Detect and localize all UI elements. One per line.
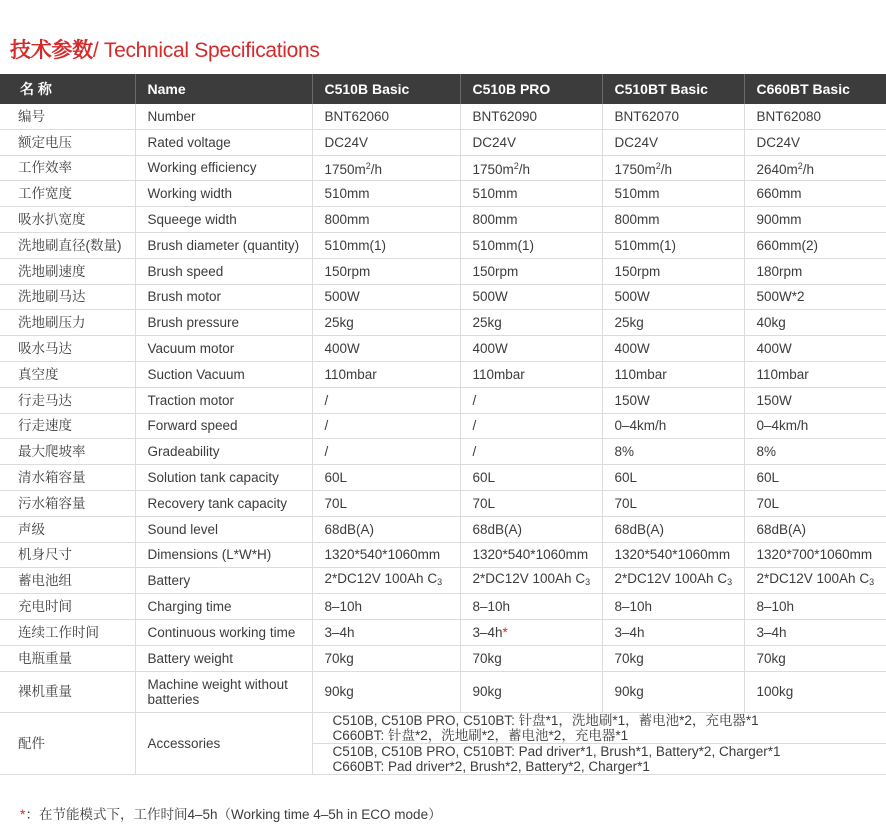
row-value	[312, 361, 460, 387]
row-value	[602, 671, 744, 712]
row-value	[602, 542, 744, 568]
row-value-text: 510mm	[324, 186, 370, 202]
row-value	[744, 387, 886, 413]
row-label-zh: 编号	[0, 104, 135, 129]
row-value	[602, 284, 744, 310]
row-label-en: Brush diameter (quantity)	[135, 232, 312, 258]
table-row	[0, 413, 886, 439]
row-value	[312, 413, 460, 439]
row-value	[460, 568, 602, 594]
row-value	[602, 465, 744, 491]
row-value	[460, 258, 602, 284]
row-value-text: 68dB(A)	[614, 521, 665, 537]
row-label-zh: 工作宽度	[0, 181, 135, 207]
row-value	[312, 129, 460, 155]
table-row	[0, 207, 886, 233]
table-row	[0, 594, 886, 620]
row-value-text: DC24V	[472, 134, 517, 150]
row-value-text: 2*DC12V 100Ah C	[614, 571, 728, 587]
unit-tail: /h	[802, 161, 815, 177]
row-value-text: DC24V	[324, 134, 369, 150]
row-value	[460, 439, 602, 465]
row-value-text: 500W	[324, 289, 360, 305]
row-label-en: Gradeability	[135, 439, 312, 465]
footnote	[20, 803, 442, 823]
unit-tail: /h	[660, 161, 673, 177]
table-row	[0, 568, 886, 594]
footnote-text: ：在节能模式下，工作时间4–5h（Working time 4–5h in ECO mode）	[25, 807, 442, 822]
row-value	[602, 155, 744, 181]
row-label-zh: 真空度	[0, 361, 135, 387]
row-value	[744, 258, 886, 284]
row-label-en: Charging time	[135, 594, 312, 620]
row-value-text: 70kg	[756, 650, 786, 666]
row-label-en: Suction Vacuum	[135, 361, 312, 387]
row-value-text: 70kg	[472, 650, 502, 666]
row-value-text: 3–4h	[472, 624, 503, 640]
row-value	[744, 516, 886, 542]
row-value-text: 60L	[614, 470, 638, 486]
row-label-en: Traction motor	[135, 387, 312, 413]
unit-superscript: 2	[797, 160, 803, 171]
table-row	[0, 258, 886, 284]
row-value-text: 68dB(A)	[756, 521, 807, 537]
table-row	[0, 336, 886, 362]
row-value	[312, 284, 460, 310]
row-value-text: 60L	[324, 470, 348, 486]
row-value-text: 68dB(A)	[472, 521, 523, 537]
row-value-text: 60L	[472, 470, 496, 486]
row-value-text: 60L	[756, 470, 780, 486]
row-value-text: BNT62070	[614, 108, 680, 124]
row-value-text: 8–10h	[472, 599, 511, 615]
row-value-text: 510mm(1)	[614, 237, 677, 253]
row-value-text: 8–10h	[324, 599, 363, 615]
row-value	[312, 516, 460, 542]
row-label-zh: 洗地刷直径(数量)	[0, 232, 135, 258]
row-value-text: 90kg	[472, 684, 502, 700]
row-value	[312, 387, 460, 413]
row-label-zh: 机身尺寸	[0, 542, 135, 568]
row-value	[602, 413, 744, 439]
row-value	[460, 310, 602, 336]
row-label-zh: 裸机重量	[0, 671, 135, 712]
row-label-en: Rated voltage	[135, 129, 312, 155]
row-label-zh: 充电时间	[0, 594, 135, 620]
unit-subscript: 3	[585, 577, 591, 588]
row-value	[460, 413, 602, 439]
footnote-star: *	[20, 806, 26, 822]
row-value	[744, 207, 886, 233]
header-model-1: C510B Basic	[312, 74, 460, 104]
row-value-text: 150rpm	[324, 263, 371, 279]
row-value-text: BNT62080	[756, 108, 822, 124]
table-row	[0, 181, 886, 207]
row-value-text: 800mm	[614, 212, 660, 228]
row-value-text: 70L	[324, 495, 348, 511]
unit-superscript: 2	[655, 160, 661, 171]
row-value	[312, 207, 460, 233]
row-value	[312, 232, 460, 258]
row-value-text: 70kg	[614, 650, 644, 666]
row-value	[744, 542, 886, 568]
row-label-en: Vacuum motor	[135, 336, 312, 362]
row-label-zh: 污水箱容量	[0, 490, 135, 516]
table-row	[0, 542, 886, 568]
row-value	[744, 181, 886, 207]
row-label-zh: 最大爬坡率	[0, 439, 135, 465]
table-row	[0, 155, 886, 181]
row-value-text: 0–4km/h	[614, 418, 667, 434]
unit-tail: /h	[518, 161, 531, 177]
row-value	[744, 232, 886, 258]
row-value	[460, 129, 602, 155]
row-value-text: /	[324, 418, 329, 434]
row-value-text: 510mm	[472, 186, 518, 202]
row-value-text: 70L	[756, 495, 780, 511]
row-value	[602, 207, 744, 233]
unit-superscript: 2	[365, 160, 371, 171]
row-value-text: 510mm(1)	[324, 237, 387, 253]
row-value	[460, 645, 602, 671]
row-value	[602, 258, 744, 284]
row-value	[312, 258, 460, 284]
row-label-zh: 声级	[0, 516, 135, 542]
table-row	[0, 284, 886, 310]
row-value	[602, 336, 744, 362]
row-label-en: Continuous working time	[135, 619, 312, 645]
row-label-en: Working width	[135, 181, 312, 207]
row-value-text: 3–4h	[324, 624, 355, 640]
row-label-zh: 蓄电池组	[0, 568, 135, 594]
row-value-text: 150rpm	[614, 263, 661, 279]
table-row	[0, 310, 886, 336]
row-value-text: DC24V	[614, 134, 659, 150]
table-row	[0, 104, 886, 129]
row-value-text: 500W	[614, 289, 650, 305]
row-value-text: 400W	[472, 341, 508, 357]
row-label-en: Dimensions (L*W*H)	[135, 542, 312, 568]
row-value	[460, 207, 602, 233]
page-title-zh: 技术参数	[10, 39, 93, 62]
row-value	[602, 516, 744, 542]
unit-subscript: 3	[437, 577, 443, 588]
row-value	[744, 568, 886, 594]
table-row	[0, 129, 886, 155]
row-value	[602, 361, 744, 387]
unit-subscript: 3	[869, 577, 875, 588]
row-value	[460, 542, 602, 568]
row-value-text: /	[472, 392, 477, 408]
row-value	[744, 645, 886, 671]
row-value	[460, 181, 602, 207]
accessories-zh-line-1: C510B, C510B PRO, C510BT: 针盘*1，洗地刷*1，蓄电池*2，充电器*1	[332, 712, 759, 728]
row-value-text: 90kg	[324, 684, 354, 700]
row-value	[460, 490, 602, 516]
row-label-en: Number	[135, 104, 312, 129]
row-value-text: 500W	[472, 289, 508, 305]
row-value	[460, 336, 602, 362]
header-row	[0, 74, 886, 104]
row-value-text: BNT62090	[472, 108, 538, 124]
table-row	[0, 465, 886, 491]
row-value	[744, 284, 886, 310]
row-value-text: 1750m	[324, 161, 366, 177]
table-row	[0, 516, 886, 542]
row-value	[602, 439, 744, 465]
row-value	[312, 310, 460, 336]
row-label-zh: 洗地刷压力	[0, 310, 135, 336]
row-value	[744, 104, 886, 129]
row-label-en: Brush speed	[135, 258, 312, 284]
row-label-zh: 吸水扒宽度	[0, 207, 135, 233]
row-value-text: 25kg	[614, 315, 644, 331]
row-value	[460, 232, 602, 258]
table-row	[0, 232, 886, 258]
page-title	[10, 34, 320, 64]
row-value-text: 25kg	[472, 315, 502, 331]
row-value-text: /	[472, 418, 477, 434]
accessories-en-block	[312, 743, 886, 774]
row-value-text: 1320*540*1060mm	[472, 547, 589, 563]
row-label-en: Brush motor	[135, 284, 312, 310]
accessories-row-1	[0, 712, 886, 743]
row-value-text: 1320*700*1060mm	[756, 547, 873, 563]
row-value-text: 510mm	[614, 186, 660, 202]
row-value-text: 900mm	[756, 212, 802, 228]
row-label-zh: 吸水马达	[0, 336, 135, 362]
table-row	[0, 387, 886, 413]
row-value-text: 1750m	[614, 161, 656, 177]
row-value-text: 40kg	[756, 315, 786, 331]
row-value-text: 110mbar	[472, 366, 525, 382]
row-label-zh: 连续工作时间	[0, 619, 135, 645]
row-value-text: 2*DC12V 100Ah C	[324, 571, 438, 587]
row-value-text: 8–10h	[756, 599, 795, 615]
row-value-text: /	[324, 444, 329, 460]
row-value-text: 800mm	[472, 212, 518, 228]
row-value-text: 150W	[756, 392, 792, 408]
row-label-en: Battery	[135, 568, 312, 594]
row-value	[602, 387, 744, 413]
accessories-label-en: Accessories	[135, 712, 312, 774]
row-value	[460, 155, 602, 181]
row-value-text: 800mm	[324, 212, 370, 228]
page-title-en: / Technical Specifications	[92, 39, 320, 62]
table-row	[0, 361, 886, 387]
row-value	[312, 155, 460, 181]
accessories-label-zh: 配件	[0, 712, 135, 774]
row-value-text: /	[324, 392, 329, 408]
accessories-en-line-1: C510B, C510B PRO, C510BT: Pad driver*1, Brush*1, Battery*2, Charger*1	[332, 743, 781, 759]
row-label-en: Brush pressure	[135, 310, 312, 336]
row-value-text: 3–4h	[756, 624, 787, 640]
row-value	[312, 568, 460, 594]
row-label-zh: 洗地刷速度	[0, 258, 135, 284]
row-label-en: Sound level	[135, 516, 312, 542]
row-value	[602, 310, 744, 336]
unit-subscript: 3	[727, 577, 733, 588]
row-value-text: 2*DC12V 100Ah C	[472, 571, 586, 587]
row-value	[744, 129, 886, 155]
row-value	[312, 619, 460, 645]
row-value	[460, 387, 602, 413]
row-value	[602, 232, 744, 258]
row-value-text: 400W	[324, 341, 360, 357]
row-value-text: 8%	[756, 444, 777, 460]
header-col-name: Name	[135, 74, 312, 104]
row-value	[460, 465, 602, 491]
row-value	[602, 129, 744, 155]
row-value	[744, 490, 886, 516]
row-value-text: 660mm(2)	[756, 237, 819, 253]
row-value-text: 1750m	[472, 161, 514, 177]
header-col-zh: 名 称	[0, 74, 135, 104]
accessories-en-line-2: C660BT: Pad driver*2, Brush*2, Battery*2, Charger*1	[332, 758, 650, 774]
row-value	[460, 516, 602, 542]
row-value	[312, 465, 460, 491]
row-value-text: 8–10h	[614, 599, 653, 615]
row-value	[312, 594, 460, 620]
row-value	[312, 490, 460, 516]
row-value-text: 25kg	[324, 315, 354, 331]
row-label-en: Forward speed	[135, 413, 312, 439]
row-value	[312, 104, 460, 129]
row-value-text: 70L	[614, 495, 638, 511]
row-value	[460, 361, 602, 387]
row-value-text: 8%	[614, 444, 635, 460]
row-value-text: 500W*2	[756, 289, 805, 305]
row-label-en: Recovery tank capacity	[135, 490, 312, 516]
row-value	[460, 284, 602, 310]
row-value-text: 400W	[614, 341, 650, 357]
row-value	[744, 413, 886, 439]
table-row	[0, 490, 886, 516]
row-value	[602, 104, 744, 129]
unit-superscript: 2	[513, 160, 519, 171]
row-value	[744, 310, 886, 336]
row-value	[460, 594, 602, 620]
row-value	[744, 671, 886, 712]
row-label-en: Working efficiency	[135, 155, 312, 181]
row-value	[312, 645, 460, 671]
row-label-zh: 电瓶重量	[0, 645, 135, 671]
table-row	[0, 619, 886, 645]
row-value-text: 1320*540*1060mm	[614, 547, 731, 563]
row-value	[744, 619, 886, 645]
row-value-text: BNT62060	[324, 108, 390, 124]
row-value	[602, 619, 744, 645]
row-label-zh: 额定电压	[0, 129, 135, 155]
row-value	[460, 619, 602, 645]
row-value-text: 70L	[472, 495, 496, 511]
row-value-text: 70kg	[324, 650, 354, 666]
row-value	[312, 336, 460, 362]
row-value-text: 110mbar	[614, 366, 667, 382]
row-value-text: 2*DC12V 100Ah C	[756, 571, 870, 587]
row-value	[602, 181, 744, 207]
spec-table	[0, 74, 886, 775]
row-value-text: 90kg	[614, 684, 644, 700]
row-label-zh: 行走马达	[0, 387, 135, 413]
table-row	[0, 439, 886, 465]
accessories-zh-line-2: C660BT: 针盘*2，洗地刷*2，蓄电池*2，充电器*1	[332, 727, 629, 743]
row-value-text: 3–4h	[614, 624, 645, 640]
row-label-zh: 行走速度	[0, 413, 135, 439]
row-value-text: 660mm	[756, 186, 802, 202]
row-label-en: Battery weight	[135, 645, 312, 671]
row-value	[460, 104, 602, 129]
unit-tail: /h	[370, 161, 383, 177]
row-value-text: 110mbar	[756, 366, 809, 382]
row-value-text: 0–4km/h	[756, 418, 809, 434]
row-label-zh: 工作效率	[0, 155, 135, 181]
row-value	[460, 671, 602, 712]
row-value	[312, 439, 460, 465]
row-value-text: 2640m	[756, 161, 798, 177]
row-value	[602, 594, 744, 620]
row-value	[602, 568, 744, 594]
row-value-text: 180rpm	[756, 263, 803, 279]
table-row	[0, 671, 886, 712]
header-model-2: C510B PRO	[460, 74, 602, 104]
row-value-text: DC24V	[756, 134, 801, 150]
row-label-en: Machine weight without batteries	[135, 671, 312, 712]
row-value-text: 150rpm	[472, 263, 519, 279]
row-value	[312, 671, 460, 712]
row-value-text: 400W	[756, 341, 792, 357]
row-value	[744, 439, 886, 465]
row-value	[602, 490, 744, 516]
row-value-text: 510mm(1)	[472, 237, 535, 253]
row-value-text: 68dB(A)	[324, 521, 375, 537]
eco-mode-star: *	[502, 624, 508, 640]
row-value-text: 1320*540*1060mm	[324, 547, 441, 563]
row-value	[744, 594, 886, 620]
accessories-zh-block	[312, 712, 886, 743]
row-label-en: Solution tank capacity	[135, 465, 312, 491]
row-value	[744, 361, 886, 387]
row-label-zh: 洗地刷马达	[0, 284, 135, 310]
header-model-4: C660BT Basic	[744, 74, 886, 104]
row-value	[744, 465, 886, 491]
row-value-text: /	[472, 444, 477, 460]
row-value	[602, 645, 744, 671]
header-model-3: C510BT Basic	[602, 74, 744, 104]
row-value	[312, 181, 460, 207]
row-value	[312, 542, 460, 568]
row-label-zh: 清水箱容量	[0, 465, 135, 491]
table-row	[0, 645, 886, 671]
row-value-text: 110mbar	[324, 366, 377, 382]
row-value-text: 150W	[614, 392, 650, 408]
row-value-text: 100kg	[756, 684, 794, 700]
row-value	[744, 336, 886, 362]
row-value	[744, 155, 886, 181]
row-label-en: Squeege width	[135, 207, 312, 233]
